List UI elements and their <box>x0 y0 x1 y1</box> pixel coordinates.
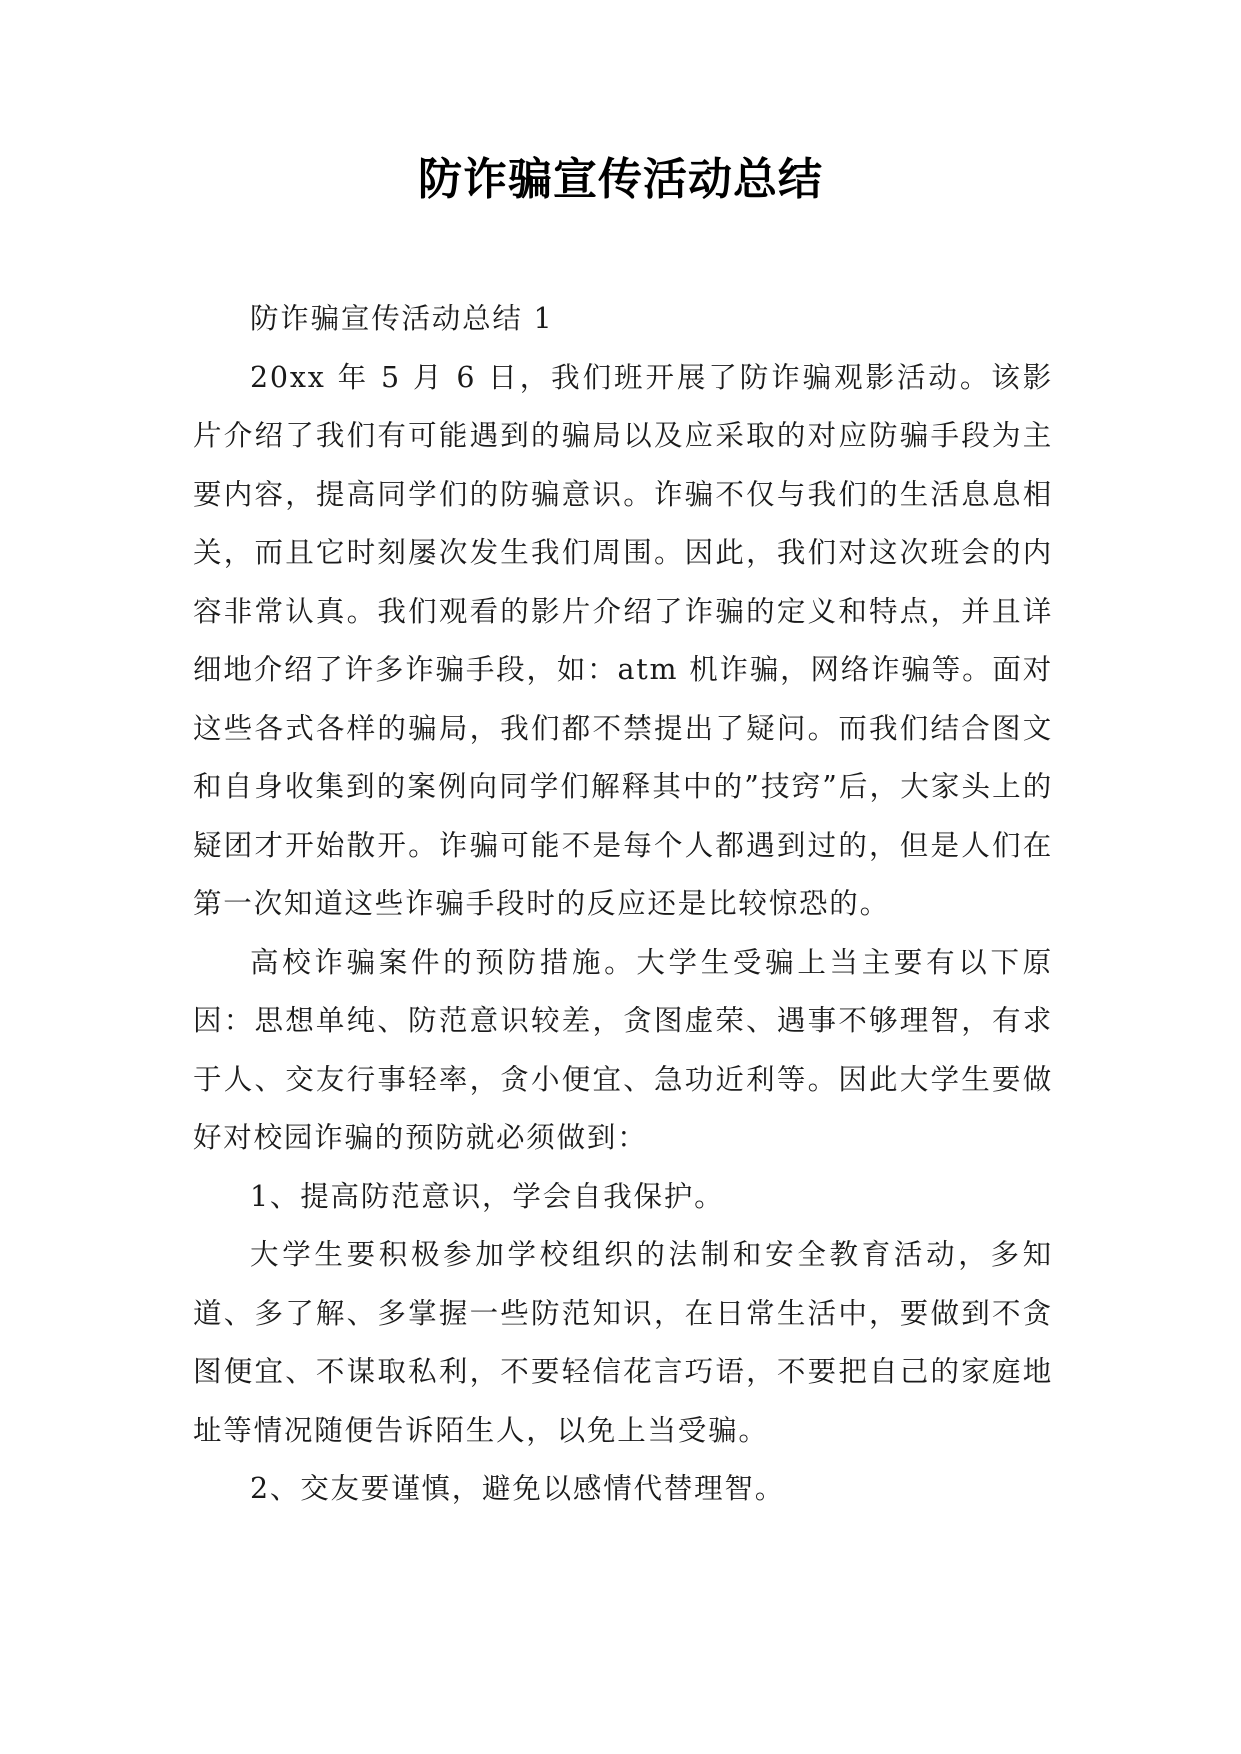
document-title: 防诈骗宣传活动总结 <box>418 154 823 205</box>
paragraph-awareness: 大学生要积极参加学校组织的法制和安全教育活动，多知道、多了解、多掌握一些防范知识，在日常生活中，要做到不贪图便宜、不谋取私利，不要轻信花言巧语，不要把自己的家庭地址等情况随便告诉陌生人，以免上当受骗。 <box>193 1238 1053 1447</box>
document-body <box>193 290 1053 1519</box>
list-item-1-heading: 1、提高防范意识，学会自我保护。 <box>250 1179 725 1213</box>
paragraph-activity-summary: 20xx 年 5 月 6 日，我们班开展了防诈骗观影活动。该影片介绍了我们有可能遇到的骗局以及应采取的对应防骗手段为主要内容，提高同学们的防骗意识。诈骗不仅与我们的生活息息相关，而且它时刻屡次发生我们周围。因此，我们对这次班会的内容非常认真。我们观看的影片介绍了诈骗的定义和特点，并且详细地介绍了许多诈骗手段，如：atm 机诈骗，网络诈骗等。面对这些各式各样的骗局，我们都不禁提出了疑问。而我们结合图文和自身收集到的案例向同学们解释其中的”技窍”后，大家头上的疑团才开始散开。诈骗可能不是每个人都遇到过的，但是人们在第一次知道这些诈骗手段时的反应还是比较惊恐的。 <box>193 360 1053 920</box>
section-heading: 防诈骗宣传活动总结 1 <box>250 302 554 335</box>
paragraph-prevention-measures: 高校诈骗案件的预防措施。大学生受骗上当主要有以下原因：思想单纯、防范意识较差，贪图虚荣、遇事不够理智，有求于人、交友行事轻率，贪小便宜、急功近利等。因此大学生要做好对校园诈骗的预防就必须做到： <box>193 945 1053 1154</box>
list-item-2-heading: 2、交友要谨慎，避免以感情代替理智。 <box>250 1472 786 1505</box>
